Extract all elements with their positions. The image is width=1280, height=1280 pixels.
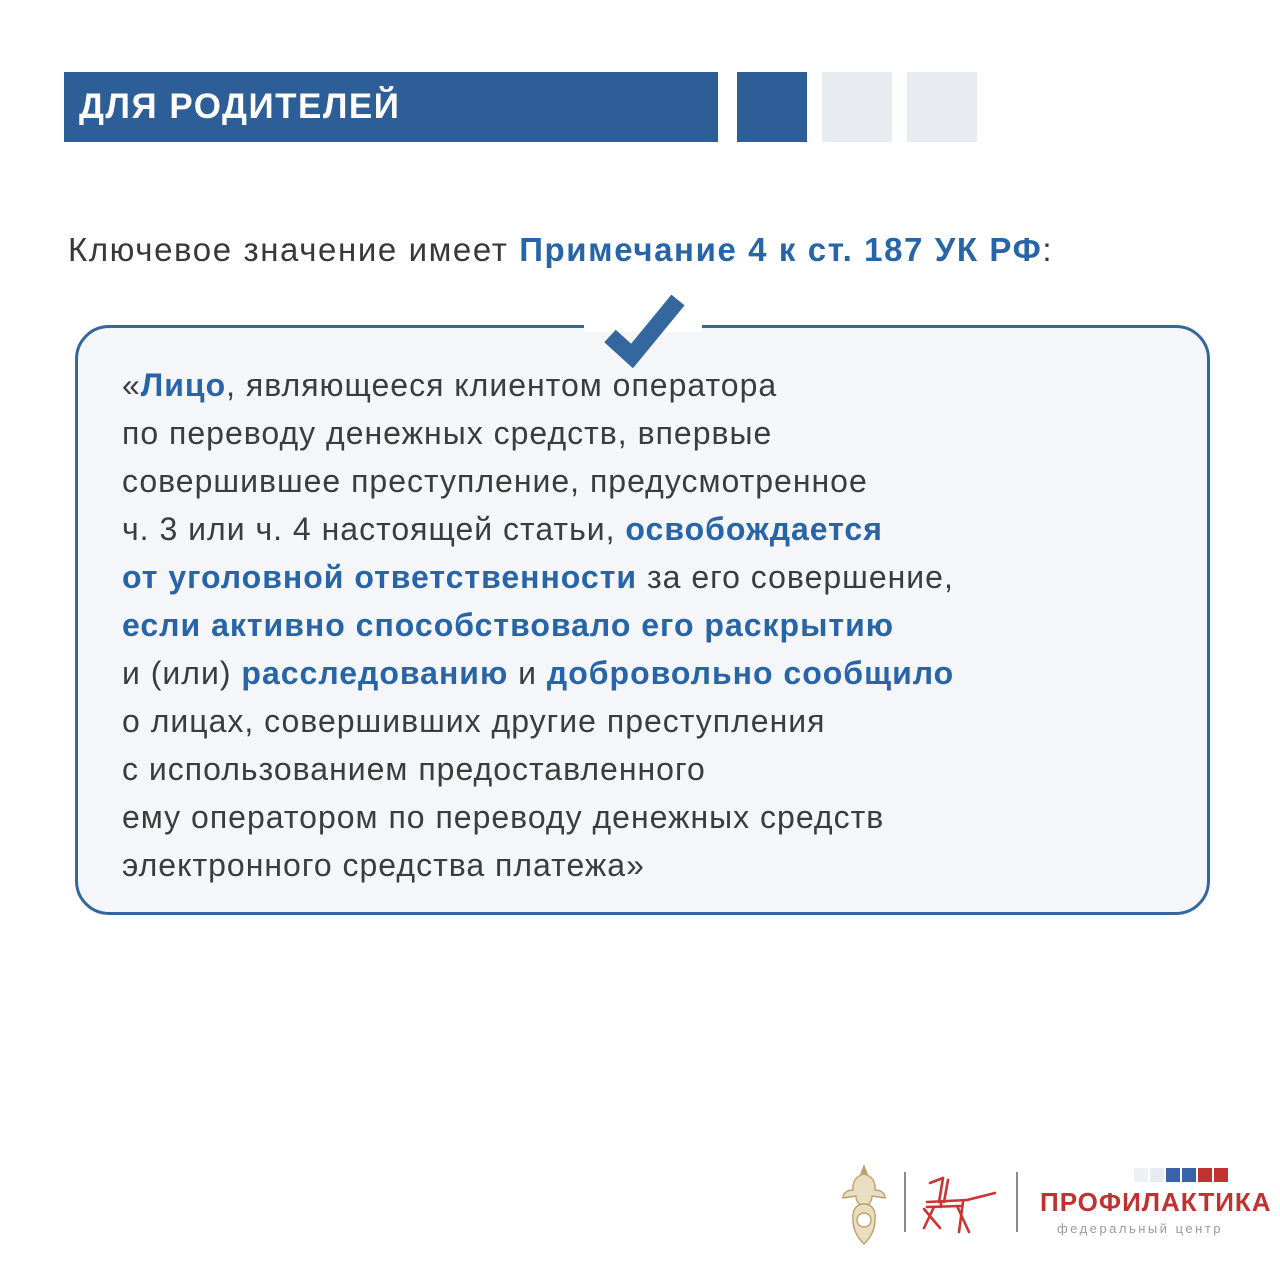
quote-line (122, 697, 1142, 745)
quote-segment: по переводу денежных средств, впервые (122, 415, 773, 451)
logo-title: ПРОФИЛАКТИКА (1040, 1187, 1272, 1217)
quote-line (122, 409, 1142, 457)
page-title: ДЛЯ РОДИТЕЛЕЙ (79, 87, 401, 126)
quote-segment: и (или) (122, 655, 242, 691)
quote-line (122, 649, 1142, 697)
red-horse-lineart-icon (921, 1172, 997, 1234)
intro-law-reference: Примечание 4 к ст. 187 УК РФ (519, 231, 1043, 268)
quote-line (122, 553, 1142, 601)
footer (0, 1160, 1280, 1260)
quote-segment: о лицах, совершивших другие преступления (122, 703, 826, 739)
quote-segment: электронного средства платежа» (122, 847, 645, 883)
logo-square (1182, 1168, 1196, 1182)
header-decor-square-gray-1 (822, 72, 892, 142)
quote-segment: за его совершение, (637, 559, 954, 595)
quote-segment: , являющееся клиентом оператора (226, 367, 778, 403)
logo-squares-row (1040, 1168, 1240, 1182)
quote-line (122, 793, 1142, 841)
header-decor-square-gray-2 (907, 72, 977, 142)
profilaktika-logo (1040, 1168, 1272, 1236)
quote-segment: совершившее преступление, предусмотренное (122, 463, 868, 499)
logo-subtitle: федеральный центр (1056, 1221, 1224, 1236)
logo-square (1150, 1168, 1164, 1182)
ministry-emblem-icon (842, 1164, 886, 1248)
quote-text (122, 361, 1142, 889)
quote-segment: ч. 3 или ч. 4 настоящей статьи, (122, 511, 626, 547)
quote-line (122, 841, 1142, 889)
checkmark-glyph (598, 292, 688, 370)
checkmark-icon (584, 292, 702, 370)
header-decor-square-blue (737, 72, 807, 142)
law-quote-box (75, 325, 1210, 915)
logo-square (1198, 1168, 1212, 1182)
quote-line (122, 457, 1142, 505)
quote-line (122, 505, 1142, 553)
footer-divider-2 (1016, 1172, 1018, 1232)
quote-segment: ему оператором по переводу денежных средств (122, 799, 885, 835)
logo-square (1166, 1168, 1180, 1182)
quote-segment: « (122, 367, 141, 403)
quote-segment: расследованию (241, 655, 509, 691)
quote-segment: освобождается (625, 511, 883, 547)
quote-segment: с использованием предоставленного (122, 751, 706, 787)
quote-segment: если активно способствовало его раскрытию (122, 607, 895, 643)
header-banner (64, 72, 718, 142)
intro-suffix: : (1042, 231, 1054, 268)
logo-square (1214, 1168, 1228, 1182)
quote-line (122, 745, 1142, 793)
footer-divider-1 (904, 1172, 906, 1232)
quote-segment: добровольно сообщило (546, 655, 955, 691)
intro-prefix: Ключевое значение имеет (68, 231, 520, 268)
quote-segment: от уголовной ответственности (122, 559, 638, 595)
quote-line (122, 601, 1142, 649)
intro-sentence (68, 231, 1228, 269)
logo-square (1134, 1168, 1148, 1182)
quote-segment: и (508, 655, 547, 691)
quote-segment: Лицо (140, 367, 227, 403)
quote-line (122, 361, 1142, 409)
